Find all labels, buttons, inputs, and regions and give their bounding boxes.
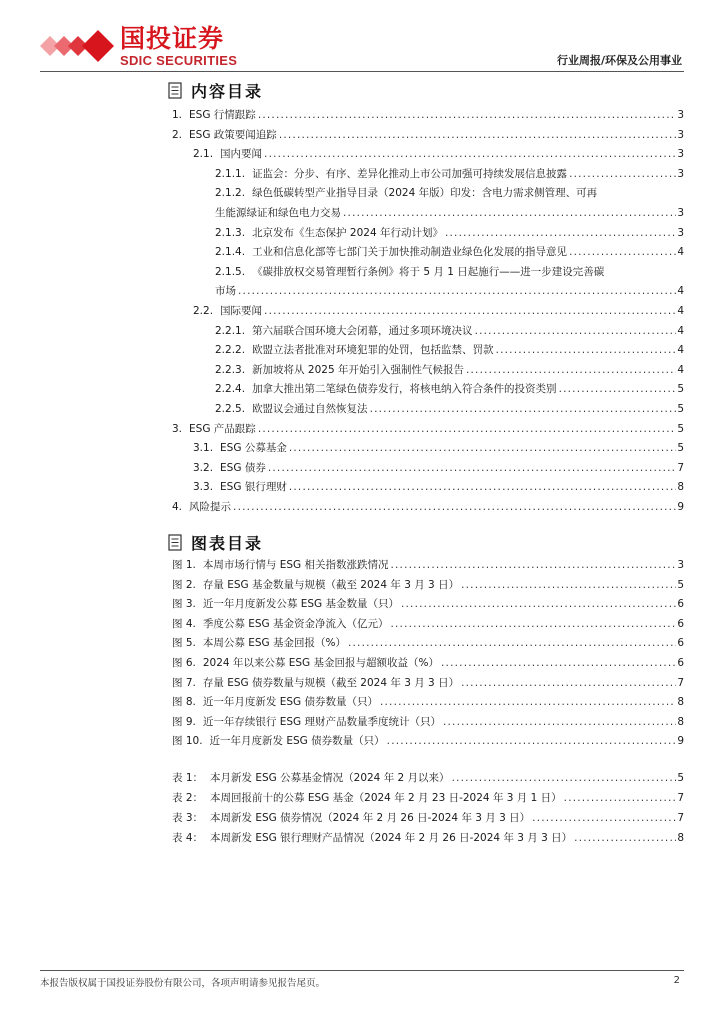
- dot-leader: [494, 343, 676, 357]
- contents-entry[interactable]: [215, 204, 684, 220]
- dot-leader: [236, 284, 676, 298]
- dot-leader: [459, 578, 676, 592]
- entry-page-number: 5: [677, 403, 684, 415]
- entry-page-number: 7: [677, 461, 684, 474]
- entry-page-number: 5: [677, 578, 684, 591]
- contents-entry[interactable]: [215, 263, 684, 279]
- contents-entry[interactable]: [193, 478, 684, 494]
- entry-number: 2.2.2.: [215, 344, 246, 357]
- entry-title: 2024 年以来公募 ESG 基金回报与超额收益（%）: [202, 657, 440, 669]
- dot-leader: [464, 363, 676, 377]
- contents-entry[interactable]: [193, 439, 684, 455]
- contents-entry[interactable]: [215, 322, 684, 338]
- entry-page-number: 5: [677, 383, 684, 396]
- entry-page-number: 5: [677, 442, 684, 455]
- contents-entry[interactable]: [172, 126, 684, 142]
- entry-number: 2.1.: [193, 148, 214, 161]
- entry-title: 近一年存续银行 ESG 理财产品数量季度统计（只）: [202, 715, 441, 728]
- entry-page-number: 6: [677, 617, 684, 630]
- contents-entry[interactable]: [215, 380, 684, 396]
- entry-number: 2.2.4.: [215, 383, 246, 396]
- entry-title: ESG 政策要闻追踪: [189, 128, 277, 141]
- entry-title: 国内要闻: [220, 148, 263, 161]
- figures-title: 图表目录: [191, 533, 264, 553]
- entry-page-number: 9: [677, 501, 684, 513]
- footer-divider: [40, 970, 684, 971]
- entry-title: 存量 ESG 债券数量与规模（截至 2024 年 3 月 3 日）: [202, 676, 460, 689]
- dot-leader: [388, 558, 676, 572]
- entry-number: 图 9.: [172, 715, 196, 728]
- dot-leader: [443, 226, 676, 240]
- entry-page-number: 4: [677, 246, 684, 259]
- tables-entry[interactable]: [172, 789, 684, 805]
- entry-title: 本周新发 ESG 债券情况（2024 年 2 月 26 日-2024 年 3 月 3 日）: [210, 812, 531, 824]
- entry-number: 图 8.: [172, 696, 196, 709]
- entry-title: 新加坡将从 2025 年开始引入强制性气候报告: [252, 363, 464, 376]
- dot-leader: [459, 676, 676, 690]
- dot-leader: [441, 715, 676, 729]
- entry-number: 图 5.: [172, 637, 196, 650]
- entry-number: 图 3.: [172, 598, 196, 611]
- sdic-logo-icon: [40, 26, 116, 66]
- entry-number: 2.: [172, 128, 183, 141]
- contents-heading: [168, 78, 263, 102]
- contents-entry[interactable]: [215, 282, 684, 298]
- entry-title: ESG 公募基金: [220, 442, 287, 455]
- contents-list-icon: [168, 82, 183, 99]
- entry-title: 北京发布《生态保护 2024 年行动计划》: [252, 226, 443, 239]
- entry-page-number: 8: [677, 715, 684, 728]
- entry-number: 图 2.: [172, 578, 196, 591]
- entry-page-number: 3: [677, 128, 684, 141]
- entry-page-number: 3: [677, 148, 684, 161]
- dot-leader: [530, 811, 676, 825]
- entry-page-number: 3: [677, 109, 684, 121]
- entry-page-number: 9: [677, 735, 684, 748]
- entry-number: 图 1.: [172, 559, 196, 571]
- dot-leader: [567, 167, 676, 181]
- entry-page-number: 6: [677, 598, 684, 611]
- entry-page-number: 6: [677, 657, 684, 669]
- figures-entry[interactable]: [172, 713, 684, 729]
- entry-title: 存量 ESG 基金数量与规模（截至 2024 年 3 月 3 日）: [202, 578, 460, 591]
- entry-number: 1.: [172, 109, 183, 121]
- entry-title: 本周公募 ESG 基金回报（%）: [202, 637, 346, 650]
- entry-page-number: 4: [677, 344, 684, 357]
- figures-entry[interactable]: [172, 732, 684, 748]
- entry-page-number: 4: [677, 305, 684, 317]
- contents-entry[interactable]: [215, 243, 684, 259]
- entry-title: 近一年月度新发公募 ESG 基金数量（只）: [202, 598, 399, 611]
- dot-leader: [385, 734, 676, 748]
- entry-page-number: 5: [677, 772, 684, 784]
- entry-page-number: 3: [677, 207, 684, 219]
- entry-page-number: 5: [677, 422, 684, 435]
- entry-title: 第六届联合国环境大会闭幕，通过多项环境决议: [252, 324, 473, 337]
- tables-entry[interactable]: [172, 769, 684, 785]
- figures-entry[interactable]: [172, 556, 684, 572]
- report-category: 行业周报/环保及公用事业: [556, 54, 682, 67]
- entry-title: ESG 产品跟踪: [189, 422, 256, 435]
- dot-leader: [277, 128, 676, 142]
- entry-page-number: 8: [677, 481, 684, 494]
- entry-page-number: 7: [677, 812, 684, 824]
- figures-entry[interactable]: [172, 576, 684, 592]
- entry-page-number: 4: [677, 324, 684, 337]
- figures-heading: [168, 530, 263, 554]
- header-divider: [40, 71, 684, 72]
- dot-leader: [378, 695, 676, 709]
- dot-leader: [388, 617, 676, 631]
- entry-number: 2.1.2.: [215, 187, 246, 200]
- entry-number: 2.2.3.: [215, 363, 246, 376]
- dot-leader: [450, 771, 676, 785]
- contents-entry[interactable]: [215, 184, 684, 200]
- entry-number: 3.2.: [193, 461, 214, 474]
- entry-page-number: 6: [677, 637, 684, 650]
- entry-number: 表 4：: [172, 832, 204, 844]
- dot-leader: [439, 656, 676, 670]
- entry-number: 表 2：: [172, 792, 204, 804]
- contents-entry[interactable]: [215, 341, 684, 357]
- entry-title: 近一年月度新发 ESG 债券数量（只）: [209, 735, 385, 748]
- dot-leader: [346, 636, 676, 650]
- entry-number: 2.2.5.: [215, 403, 246, 415]
- contents-entry[interactable]: [172, 106, 684, 122]
- entry-title: 绿色低碳转型产业指导目录（2024 年版）印发：含电力需求侧管理、可再: [252, 187, 598, 200]
- entry-number: 图 7.: [172, 676, 196, 689]
- entry-number: 2.2.: [193, 305, 214, 317]
- entry-number: 2.1.5.: [215, 265, 246, 278]
- entry-page-number: 4: [677, 363, 684, 376]
- entry-page-number: 8: [677, 696, 684, 709]
- figures-entry[interactable]: [172, 674, 684, 690]
- entry-title: 欧盟立法者批准对环境犯罪的处罚，包括监禁、罚款: [252, 344, 494, 357]
- page-header: [0, 0, 724, 76]
- figures-entry[interactable]: [172, 595, 684, 611]
- entry-number: 2.1.1.: [215, 167, 246, 180]
- entry-title: 风险提示: [189, 501, 232, 513]
- entry-title: 季度公募 ESG 基金资金净流入（亿元）: [202, 617, 389, 630]
- contents-entry[interactable]: [193, 459, 684, 475]
- dot-leader: [473, 324, 676, 338]
- entry-page-number: 7: [677, 792, 684, 804]
- figures-entry[interactable]: [172, 634, 684, 650]
- contents-entry[interactable]: [215, 224, 684, 240]
- entry-title: 工业和信息化部等七部门关于加快推动制造业绿色化发展的指导意见: [252, 246, 568, 259]
- entry-title: 本周市场行情与 ESG 相关指数涨跌情况: [202, 559, 389, 571]
- figures-list-icon: [168, 534, 183, 551]
- contents-entry[interactable]: [193, 302, 684, 318]
- entry-number: 3.1.: [193, 442, 214, 455]
- entry-page-number: 8: [677, 832, 684, 844]
- logo-english-name: SDIC SECURITIES: [120, 53, 238, 68]
- tables-entry[interactable]: [172, 829, 684, 845]
- contents-title: 内容目录: [191, 81, 264, 101]
- dot-leader: [231, 500, 676, 514]
- entry-page-number: 4: [677, 285, 684, 298]
- entry-page-number: 3: [677, 559, 684, 571]
- entry-title: 生能源绿证和绿色电力交易: [215, 207, 341, 219]
- dot-leader: [256, 108, 676, 122]
- dot-leader: [262, 304, 676, 318]
- entry-number: 3.3.: [193, 481, 214, 494]
- entry-page-number: 3: [677, 167, 684, 180]
- entry-title: 本月新发 ESG 公募基金情况（2024 年 2 月以来）: [210, 772, 450, 784]
- dot-leader: [562, 791, 676, 805]
- figures-entry[interactable]: [172, 693, 684, 709]
- tables-entry[interactable]: [172, 809, 684, 825]
- logo-chinese-name: 国投证券: [120, 24, 225, 53]
- entry-title: 《碳排放权交易管理暂行条例》将于 5 月 1 日起施行——进一步建设完善碳: [252, 265, 605, 278]
- dot-leader: [256, 422, 676, 436]
- entry-number: 2.1.3.: [215, 226, 246, 239]
- entry-number: 图 4.: [172, 617, 196, 630]
- entry-page-number: 7: [677, 676, 684, 689]
- figures-entry[interactable]: [172, 615, 684, 631]
- entry-number: 2.1.4.: [215, 246, 246, 259]
- entry-title: ESG 债券: [220, 461, 266, 474]
- entry-title: 国际要闻: [220, 305, 263, 317]
- entry-number: 图 10.: [172, 735, 203, 748]
- contents-entry[interactable]: [172, 420, 684, 436]
- contents-entry[interactable]: [193, 145, 684, 161]
- entry-title: 证监会：分步、有序、差异化推动上市公司加强可持续发展信息披露: [252, 167, 568, 180]
- entry-title: ESG 银行理财: [220, 481, 287, 494]
- entry-title: 本周新发 ESG 银行理财产品情况（2024 年 2 月 26 日-2024 年 3 月 3 日）: [210, 832, 573, 844]
- dot-leader: [341, 206, 676, 220]
- entry-number: 图 6.: [172, 657, 196, 669]
- entry-number: 2.2.1.: [215, 324, 246, 337]
- entry-number: 3.: [172, 422, 183, 435]
- footer-disclaimer: 本报告版权属于国投证券股份有限公司，各项声明请参见报告尾页。: [40, 978, 326, 989]
- dot-leader: [266, 461, 676, 475]
- dot-leader: [399, 597, 676, 611]
- entry-title: 欧盟议会通过自然恢复法: [252, 403, 368, 415]
- contents-entry[interactable]: [215, 165, 684, 181]
- entry-number: 表 1：: [172, 772, 204, 784]
- dot-leader: [557, 382, 676, 396]
- entry-number: 4.: [172, 501, 183, 513]
- entry-title: 近一年月度新发 ESG 债券数量（只）: [202, 696, 378, 709]
- figures-entry[interactable]: [172, 654, 684, 670]
- dot-leader: [287, 441, 676, 455]
- dot-leader: [262, 147, 676, 161]
- entry-title: 市场: [215, 285, 236, 298]
- contents-entry[interactable]: [215, 361, 684, 377]
- entry-title: 本周回报前十的公募 ESG 基金（2024 年 2 月 23 日-2024 年 3 月 1 日）: [210, 792, 562, 804]
- entry-page-number: 3: [677, 226, 684, 239]
- entry-title: 加拿大推出第二笔绿色债券发行，将核电纳入符合条件的投资类别: [252, 383, 557, 396]
- entry-number: 表 3：: [172, 812, 204, 824]
- dot-leader: [287, 480, 676, 494]
- dot-leader: [572, 831, 676, 845]
- company-logo: [40, 22, 240, 72]
- entry-title: ESG 行情跟踪: [189, 109, 256, 121]
- dot-leader: [368, 402, 676, 416]
- contents-entry[interactable]: [215, 400, 684, 416]
- page-number: 2: [673, 975, 680, 986]
- dot-leader: [567, 245, 676, 259]
- contents-entry[interactable]: [172, 498, 684, 514]
